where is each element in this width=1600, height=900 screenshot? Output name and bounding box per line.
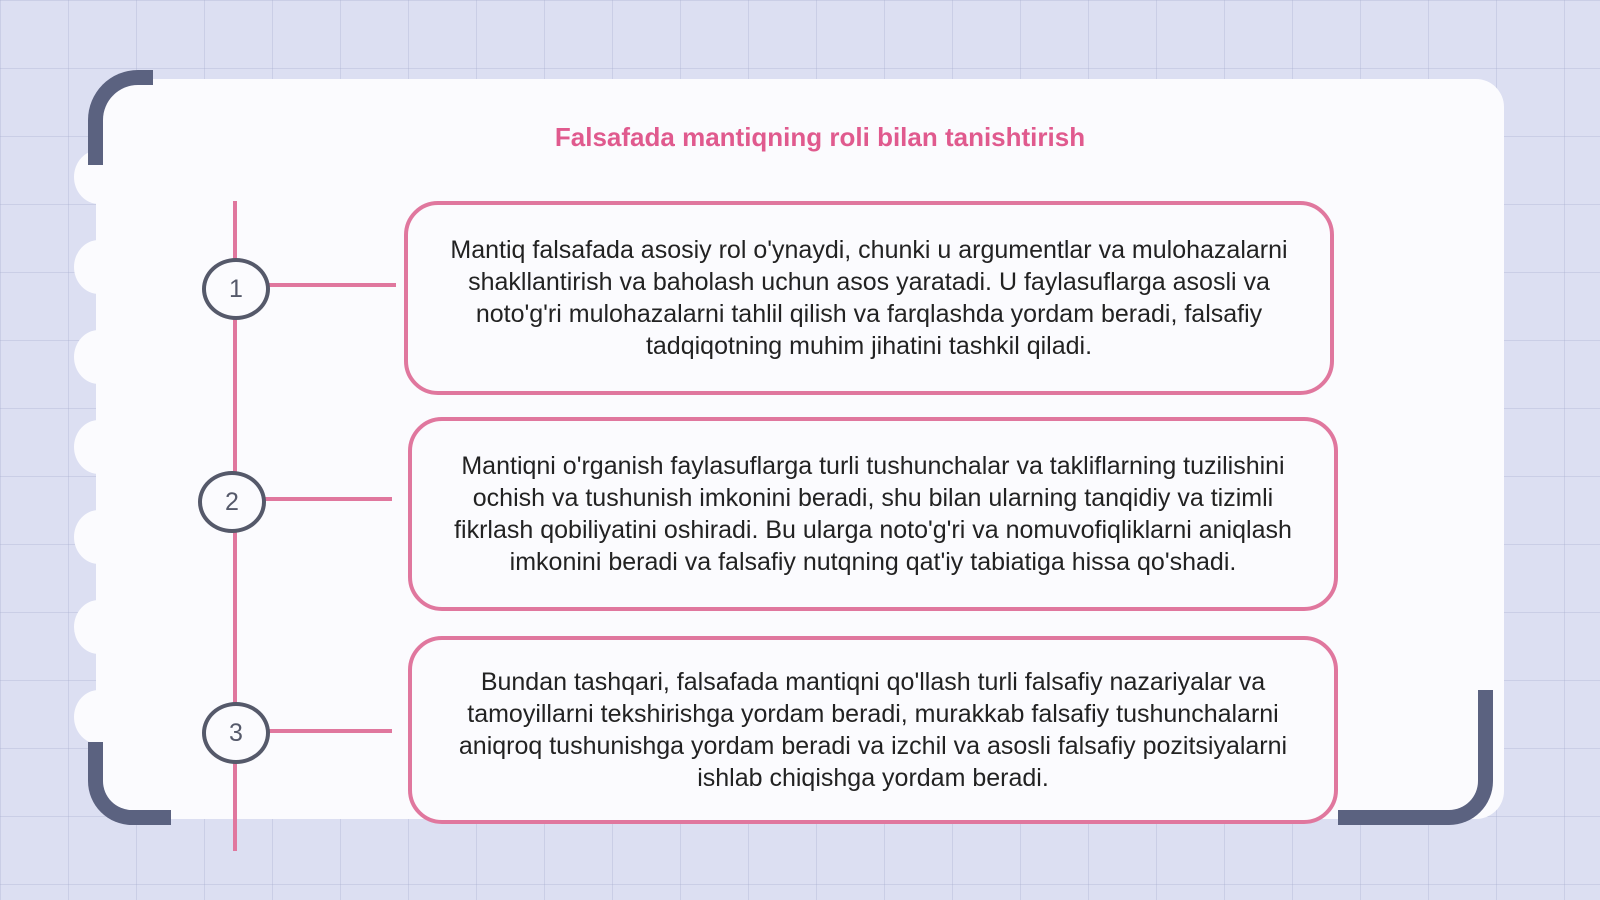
connector-line-1: [268, 283, 396, 287]
scallop-decoration: [74, 600, 124, 654]
scallop-decoration: [74, 510, 124, 564]
step-box-3: [408, 636, 1338, 824]
scallop-decoration: [74, 330, 124, 384]
connector-line-3: [268, 729, 392, 733]
step-text-2: Mantiqni o'rganish faylasuflarga turli tushunchalar va takliflarning tuzilishini ochish va tushunish imkonini beradi, shu bilan ularning tanqidiy va tizimli fikrlash qobiliyatini oshiradi. Bu ularga noto'g'ri va nomuvofiqliklarni aniqlash imkonini beradi va falsafiy nutqning qat'iy tabiatiga hissa qo'shadi.: [454, 452, 1292, 576]
step-text-1: Mantiq falsafada asosiy rol o'ynaydi, chunki u argumentlar va mulohazalarni shakllantirish va baholash uchun asos yaratadi. U faylasuflarga asosli va noto'g'ri mulohazalarni tahlil qilish va farqlashda yordam beradi, falsafiy tadqiqotning muhim jihatini tashkil qiladi.: [450, 236, 1288, 360]
step-box-1: [404, 201, 1334, 395]
corner-bracket-bottom-right: [1338, 690, 1493, 825]
scallop-decoration: [74, 690, 124, 744]
step-box-2: [408, 417, 1338, 611]
step-number-3: 3: [202, 702, 270, 764]
step-number-2: 2: [198, 471, 266, 533]
slide-title: Falsafada mantiqning roli bilan tanishtirish: [554, 122, 1086, 152]
corner-bracket-bottom-left: [88, 742, 171, 825]
scallop-decoration: [74, 240, 124, 294]
scallop-decoration: [74, 420, 124, 474]
step-text-3: Bundan tashqari, falsafada mantiqni qo'llash turli falsafiy nazariyalar va tamoyillarni tekshirishga yordam beradi, murakkab falsafiy tushunchalarni aniqroq tushunishga yordam beradi va izchil va asosli falsafiy pozitsiyalarni ishlab chiqishga yordam beradi.: [458, 668, 1288, 792]
connector-line-2: [264, 497, 392, 501]
step-number-1: 1: [202, 258, 270, 320]
